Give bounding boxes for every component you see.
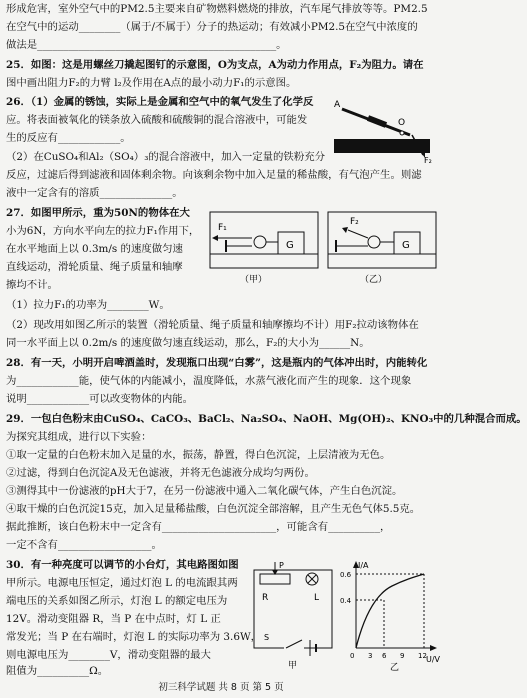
question-28: 28．有一天，小明开启啤酒盖时，发现瓶口出现“白雾”，这是瓶内的气体冲出时，内能转化 xyxy=(6,357,428,369)
text-line: ③测得其中一份滤液的pH大于7，在另一份滤液中通入二氧化碳气体，产生白色沉淀。 xyxy=(6,485,403,497)
label-o: O xyxy=(398,118,406,128)
text-line: （2）现改用如图乙所示的装置（滑轮质量、绳子质量和轴摩擦均不计）用F₂拉动该物体在 xyxy=(6,319,419,331)
circuit-figure xyxy=(248,560,338,672)
text-line: 为探究其组成，进行以下实验： xyxy=(6,431,152,443)
svg-text:0: 0 xyxy=(350,652,355,660)
svg-text:12: 12 xyxy=(418,652,427,660)
rheostat-r xyxy=(260,574,290,584)
screwdriver-handle xyxy=(368,118,386,125)
svg-text:乙: 乙 xyxy=(390,663,400,673)
svg-text:9: 9 xyxy=(400,652,405,660)
text-line: ①取一定量的白色粉末加入足量的水，振荡，静置，得白色沉淀，上层清液为无色。 xyxy=(6,449,391,461)
label-f2: F₂ xyxy=(424,156,432,165)
label-r: R xyxy=(262,593,269,603)
label-f2-yi: F₂ xyxy=(350,217,359,227)
label-l: L xyxy=(314,593,320,603)
text-line: 生的反应有____________。 xyxy=(6,132,131,144)
svg-text:P: P xyxy=(279,561,284,570)
text-line: （2）在CuSO₄和Al₂（SO₄）₃的混合溶液中，加入一定量的铁粉充分 xyxy=(6,151,325,163)
text-line: 在水平地面上以 0.3m/s 的速度做匀速 xyxy=(6,243,183,255)
svg-text:0.4: 0.4 xyxy=(340,597,352,605)
question-27: 27．如图甲所示，重为50N的物体在大 xyxy=(6,207,190,219)
iu-graph xyxy=(340,560,440,674)
text-line: ④取干燥的白色沉淀15克，加入足量稀盐酸，白色沉淀全部溶解，且产生无色气体5.5克。 xyxy=(6,503,421,515)
label-jia: （甲） xyxy=(240,275,268,285)
text-line: 端电压的关系如图乙所示，灯泡 L 的额定电压为 xyxy=(6,595,228,607)
text-line: 为____________能，使气体的内能减小，温度降低，水蒸气液化而产生的现象．这个现象 xyxy=(6,375,412,387)
svg-text:G: G xyxy=(286,240,294,251)
text-line: 说明____________可以改变物体的内能。 xyxy=(6,393,194,405)
question-25: 25．如图：这是用螺丝刀撬起图钉的示意图，O为支点，A为动力作用点，F₂为阻力。请在 xyxy=(6,59,424,71)
svg-text:3: 3 xyxy=(368,652,373,660)
text-line: 反应，过滤后得到滤液和固体剩余物。向该剩余物中加入足量的稀盐酸，有气泡产生。则滤 xyxy=(6,169,422,181)
pulley-yi xyxy=(368,236,380,248)
text-line: 一定不含有__________________。 xyxy=(6,539,162,551)
text-line: 形成危害，室外空气中的PM2.5主要来自矿物燃料燃烧的排放，汽车尾气排放等等。PM2.5 xyxy=(6,3,428,15)
text-line: 小为6N，方向水平向左的拉力F₁作用下， xyxy=(6,225,200,237)
pivot-o xyxy=(400,131,404,135)
screwdriver-figure xyxy=(328,95,438,165)
text-line: 在空气中的运动________（属于/不属于）分子的热运动；有效减小PM2.5在空气中浓度的 xyxy=(6,21,418,33)
text-line: 则电源电压为________V，滑动变阻器的最大 xyxy=(6,649,211,661)
label-s: S xyxy=(264,633,270,642)
text-line: 12V。滑动变阻器 R，当 P 在中点时，灯 L 正 xyxy=(6,613,221,625)
svg-text:甲: 甲 xyxy=(288,661,298,671)
svg-text:0.6: 0.6 xyxy=(340,571,352,579)
pulley-figures xyxy=(208,208,438,288)
text-line: 甲所示。电源电压恒定，通过灯泡 L 的电流跟其两 xyxy=(6,577,238,589)
label-a: A xyxy=(334,100,341,110)
svg-text:6: 6 xyxy=(382,652,387,660)
text-line: （1）拉力F₁的功率为________W。 xyxy=(6,299,170,311)
iu-curve xyxy=(356,574,424,648)
svg-text:G: G xyxy=(402,240,410,251)
label-f1: F₁ xyxy=(218,223,227,233)
text-line: 应。将表面被氧化的镁条放入硫酸和硫酸铜的混合溶液中，可能发 xyxy=(6,114,308,126)
svg-text:I/A: I/A xyxy=(358,561,369,570)
svg-text:U/V: U/V xyxy=(426,655,441,664)
question-29: 29．一包白色粉末由CuSO₄、CaCO₃、BaCl₂、Na₂SO₄、NaOH、Mg(OH)₂、KNO₃中的几种混合而成。 xyxy=(6,413,527,425)
text-line: 同一水平面上以 0.2m/s 的速度做匀速直线运动，那么，F₂的大小为______N。 xyxy=(6,337,370,349)
question-30: 30．有一种亮度可以调节的小台灯，其电路图如图 xyxy=(6,559,239,571)
text-line: 做法是______________________________________________。 xyxy=(6,39,287,51)
page-footer: 初三科学试题 共 8 页 第 5 页 xyxy=(158,682,284,693)
label-yi: （乙） xyxy=(360,275,388,285)
text-line: 图中画出阻力F₂的力臂 l₂及作用在A点的最小动力F₁的示意图。 xyxy=(6,77,297,89)
text-line: 擦均不计。 xyxy=(6,279,58,291)
pulley-jia xyxy=(254,236,266,248)
text-line: 常发光；当 P 在右端时，灯泡 L 的实际功率为 3.6W， xyxy=(6,631,262,643)
text-line: 液中一定含有的溶质______________。 xyxy=(6,187,183,199)
question-26: 26．（1）金属的锈蚀，实际上是金属和空气中的氧气发生了化学反 xyxy=(6,96,314,108)
text-line: 据此推断，该白色粉末中一定含有______________________，可能含有__________， xyxy=(6,521,391,533)
text-line: 直线运动，滑轮质量、绳子质量和轴摩 xyxy=(6,261,183,273)
text-line: ②过滤，得到白色沉淀A及无色滤液，并将无色滤液分成均匀两份。 xyxy=(6,467,315,479)
text-line: 阻值为__________Ω。 xyxy=(6,665,109,677)
